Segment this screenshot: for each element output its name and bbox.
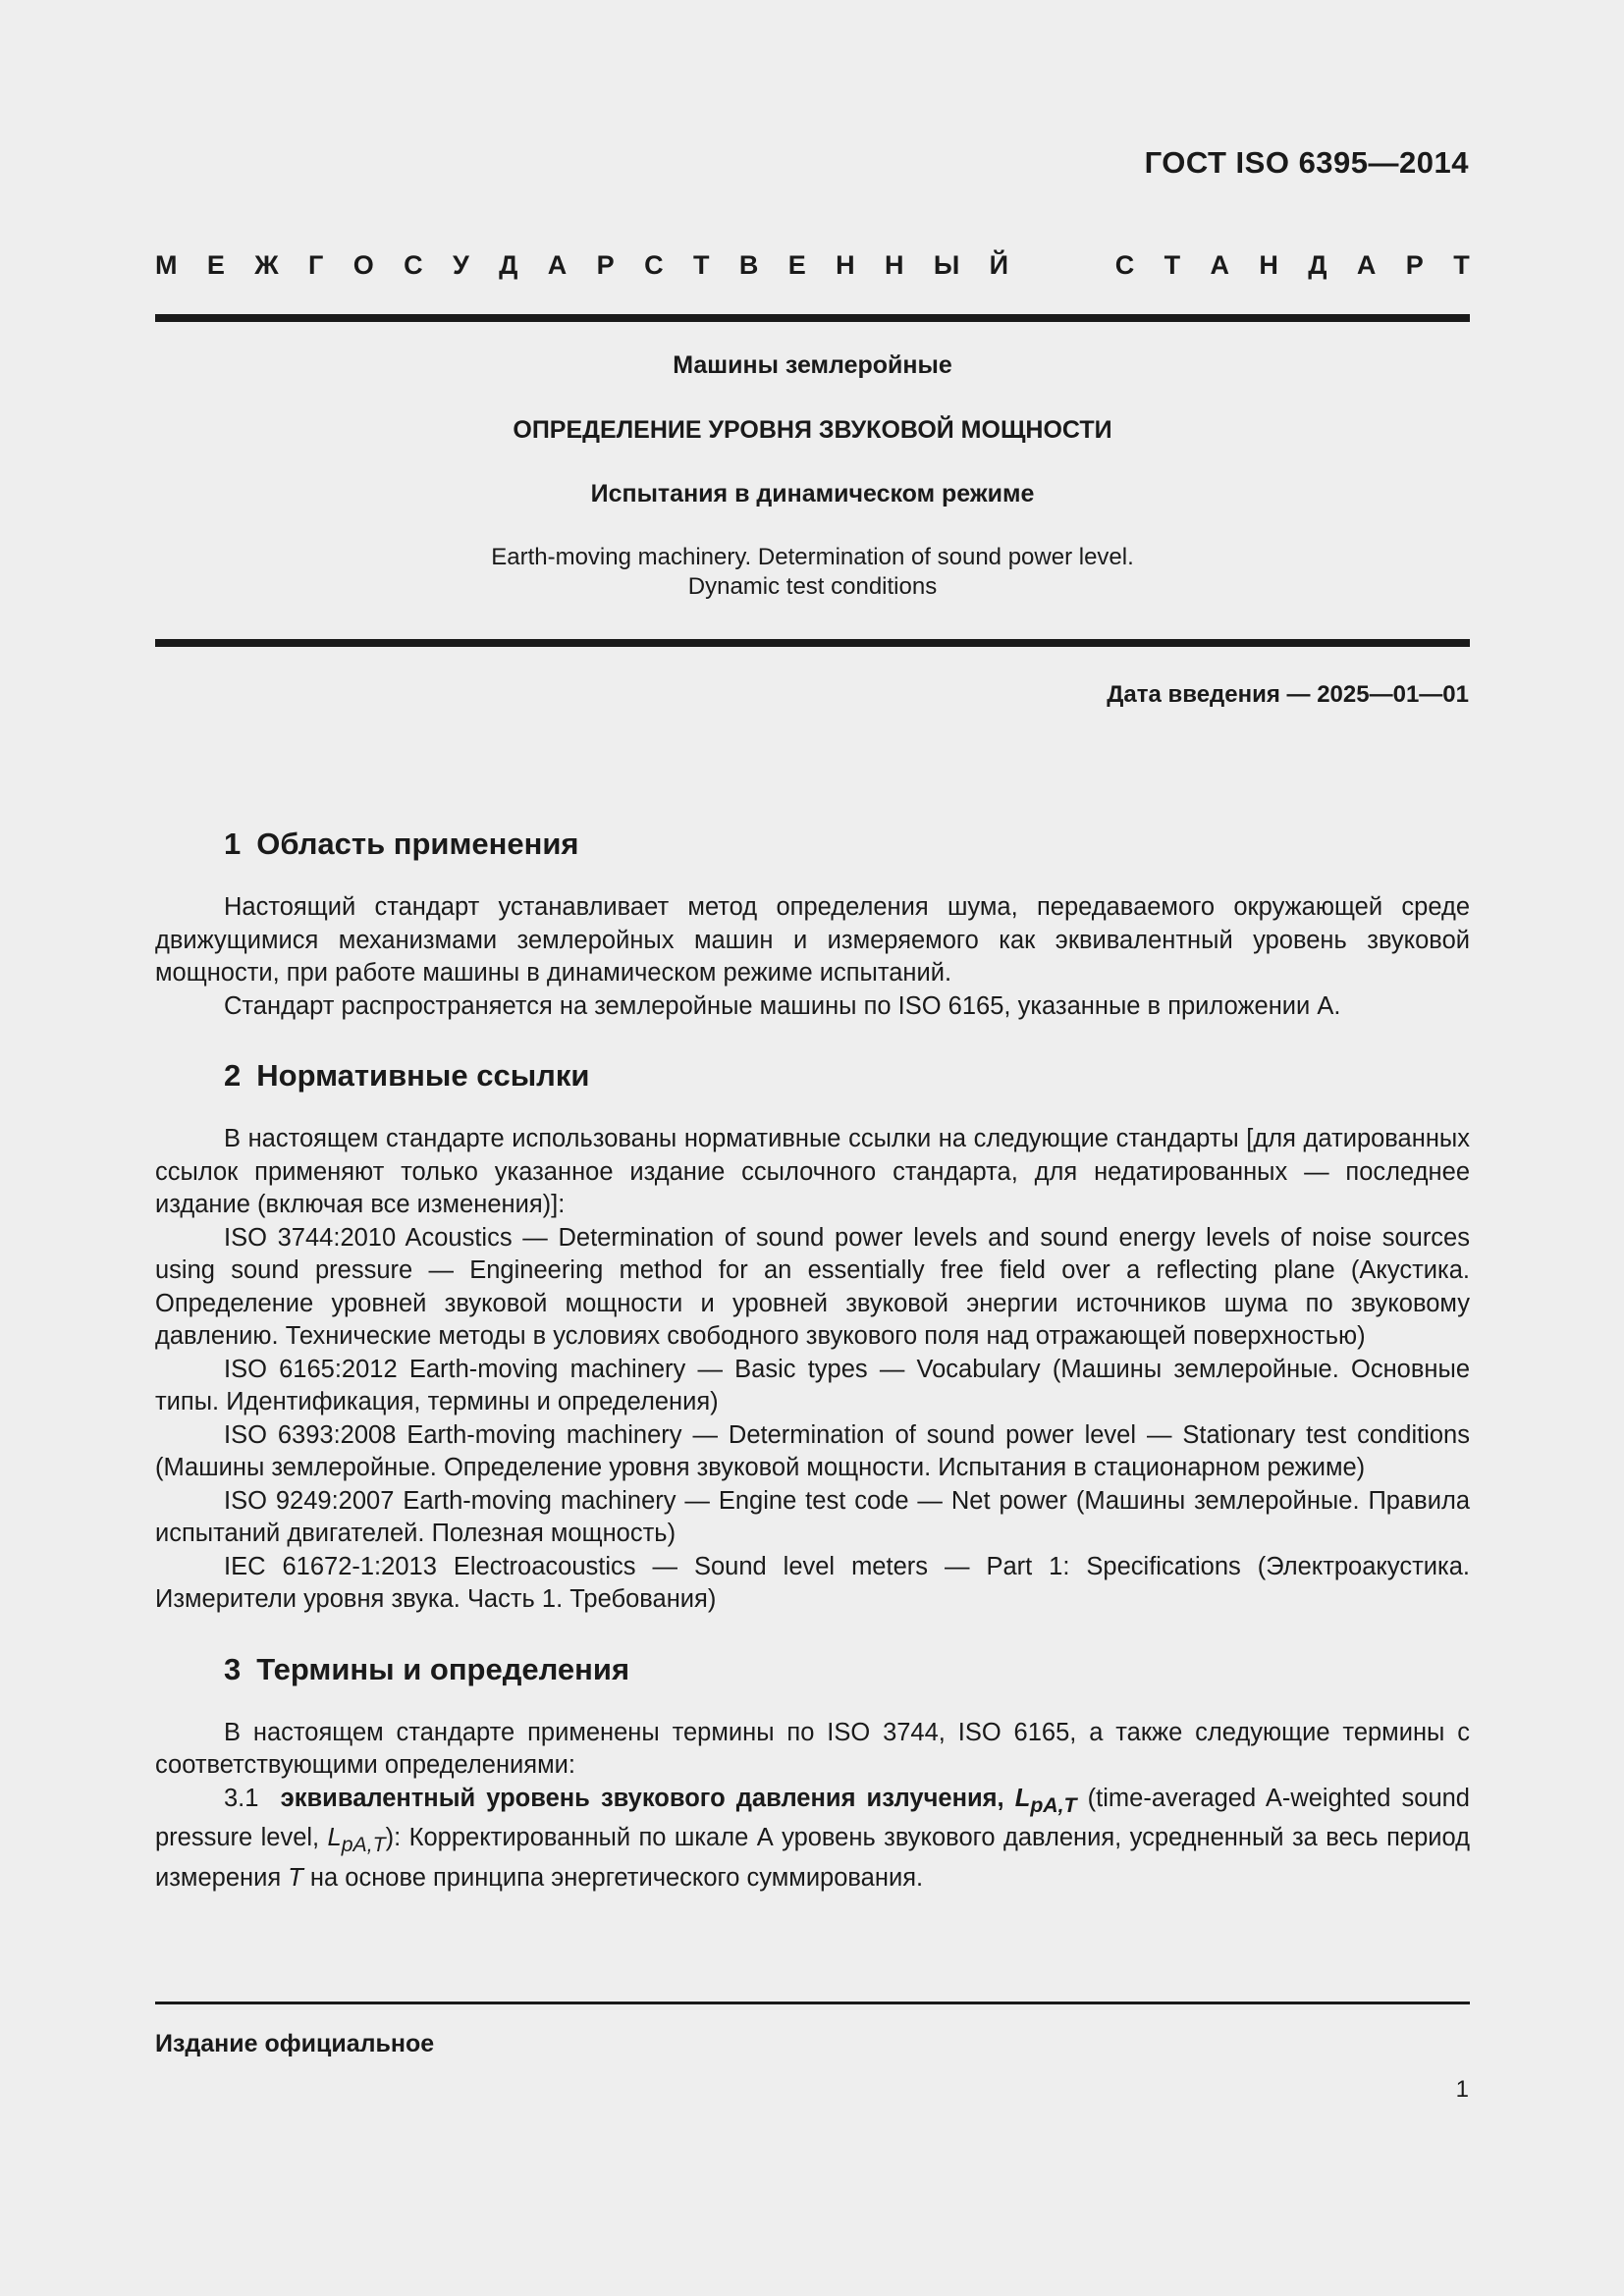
footer-divider [155,2002,1470,2004]
title-group: Машины землеройные [673,351,952,379]
heading-letter: Н [836,250,855,280]
title-main: ОПРЕДЕЛЕНИЕ УРОВНЯ ЗВУКОВОЙ МОЩНОСТИ [513,416,1112,444]
heading-letter: Т [1453,250,1470,280]
page-number: 1 [1455,2076,1469,2103]
word-gap [1038,250,1085,281]
term-symbol-english: $L_{pA,T}$ [327,1824,386,1857]
term-definition: 3.1 эквивалентный уровень звукового давления излучения, $L_{pA,T}$ (time-averaged A-weighted sound pressure level, $L_{pA,T}$): Корректированный по шкале А уровень звукового давления, усредненный за весь период измерения T на основе принципа энергетического суммирования. [155,1784,1470,1892]
heading-letter: Т [692,250,710,280]
section-heading: 3 Термины и определения [224,1651,630,1686]
title-english-line-2: Dynamic test conditions [687,573,938,600]
title-sub: Испытания в динамическом режиме [590,480,1035,507]
heading-letter: О [352,250,374,280]
reference-item: ISO 6165:2012 Earth-moving machinery — Basic types — Vocabulary (Машины землеройные. Основные типы. Идентификация, термины и определения) [155,1355,1470,1415]
heading-letter: Е [206,250,225,280]
section-heading: 2 Нормативные ссылки [224,1058,590,1093]
official-edition-label: Издание официальное [155,2030,435,2057]
heading-letter: А [1356,250,1377,280]
section-normative-references [155,1056,1470,1617]
paragraph: В настоящем стандарте использованы нормативные ссылки на следующие стандарты [для датированных ссылок применяют только указанное издание ссылочного стандарта, для недатированных — последнее издание (включая все изменения)]: [155,1125,1470,1218]
heading-letter: Н [884,250,904,280]
section-terms [155,1650,1470,1896]
heading-letter: Р [1405,250,1424,280]
heading-letter: В [738,250,759,280]
heading-letter: А [1210,250,1230,280]
paragraph: В настоящем стандарте применены термины по ISO 3744, ISO 6165, а также следующие термины с соответствующими определениями: [155,1718,1470,1779]
reference-item: ISO 3744:2010 Acoustics — Determination of sound power levels and sound energy levels of noise sources using sound pressure — Engineering method for an essentially free field over a reflecting plane (Акустика. Определение уровней звуковой мощности и уровней звуковой энергии источников шума по звуковому давлению. Технические методы в условиях свободного звукового поля над отражающей поверхностью) [155,1223,1470,1350]
heading-letter: С [404,250,423,280]
title-divider [155,639,1470,647]
introduction-date: Дата введения — 2025—01—01 [1107,681,1469,708]
reference-item: ISO 9249:2007 Earth-moving machinery — Engine test code — Net power (Машины землеройные. Правила испытаний двигателей. Полезная мощность) [155,1486,1470,1547]
heading-letter: Е [787,250,806,280]
heading-letter: А [547,250,568,280]
top-divider [155,314,1470,322]
paragraph: Стандарт распространяется на землеройные машины по ISO 6165, указанные в приложении А. [224,991,1341,1020]
term-symbol: $L_{pA,T}$ [1014,1784,1077,1817]
heading-letter: М [155,250,178,280]
heading-letter: Г [308,250,324,280]
reference-item: IEC 61672-1:2013 Electroacoustics — Sound level meters — Part 1: Specifications (Электроакустика. Измерители уровня звука. Часть 1. Требования) [155,1552,1470,1613]
heading-letter: Й [989,250,1009,280]
heading-letter: С [1114,250,1135,280]
heading-letter: Д [499,250,518,280]
heading-letter: Т [1164,250,1181,280]
heading-letter: Д [1308,250,1327,280]
section-scope [155,825,1470,1023]
heading-letter: Р [596,250,615,280]
reference-item: ISO 6393:2008 Earth-moving machinery — Determination of sound power level — Stationary test conditions (Машины землеройные. Определение уровня звуковой мощности. Испытания в стационарном режиме) [155,1420,1470,1481]
paragraph: Настоящий стандарт устанавливает метод определения шума, передаваемого окружающей среде движущимися механизмами землеройных машин и измеряемого как эквивалентный уровень звуковой мощности, при работе машины в динамическом режиме испытаний. [155,893,1470,987]
heading-letter: У [453,250,469,280]
heading-letter: С [644,250,664,280]
document-body [155,825,1470,1928]
standard-type-heading [155,250,1470,281]
title-english-line-1: Earth-moving machinery. Determination of sound power level. [491,544,1134,570]
heading-letter: Ж [254,250,279,280]
document-number: ГОСТ ISO 6395—2014 [1144,145,1469,180]
section-heading: 1 Область применения [224,827,579,861]
term-name: эквивалентный уровень звукового давления излучения, [280,1784,1004,1812]
heading-letter: Н [1259,250,1278,280]
heading-letter: Ы [933,250,960,280]
